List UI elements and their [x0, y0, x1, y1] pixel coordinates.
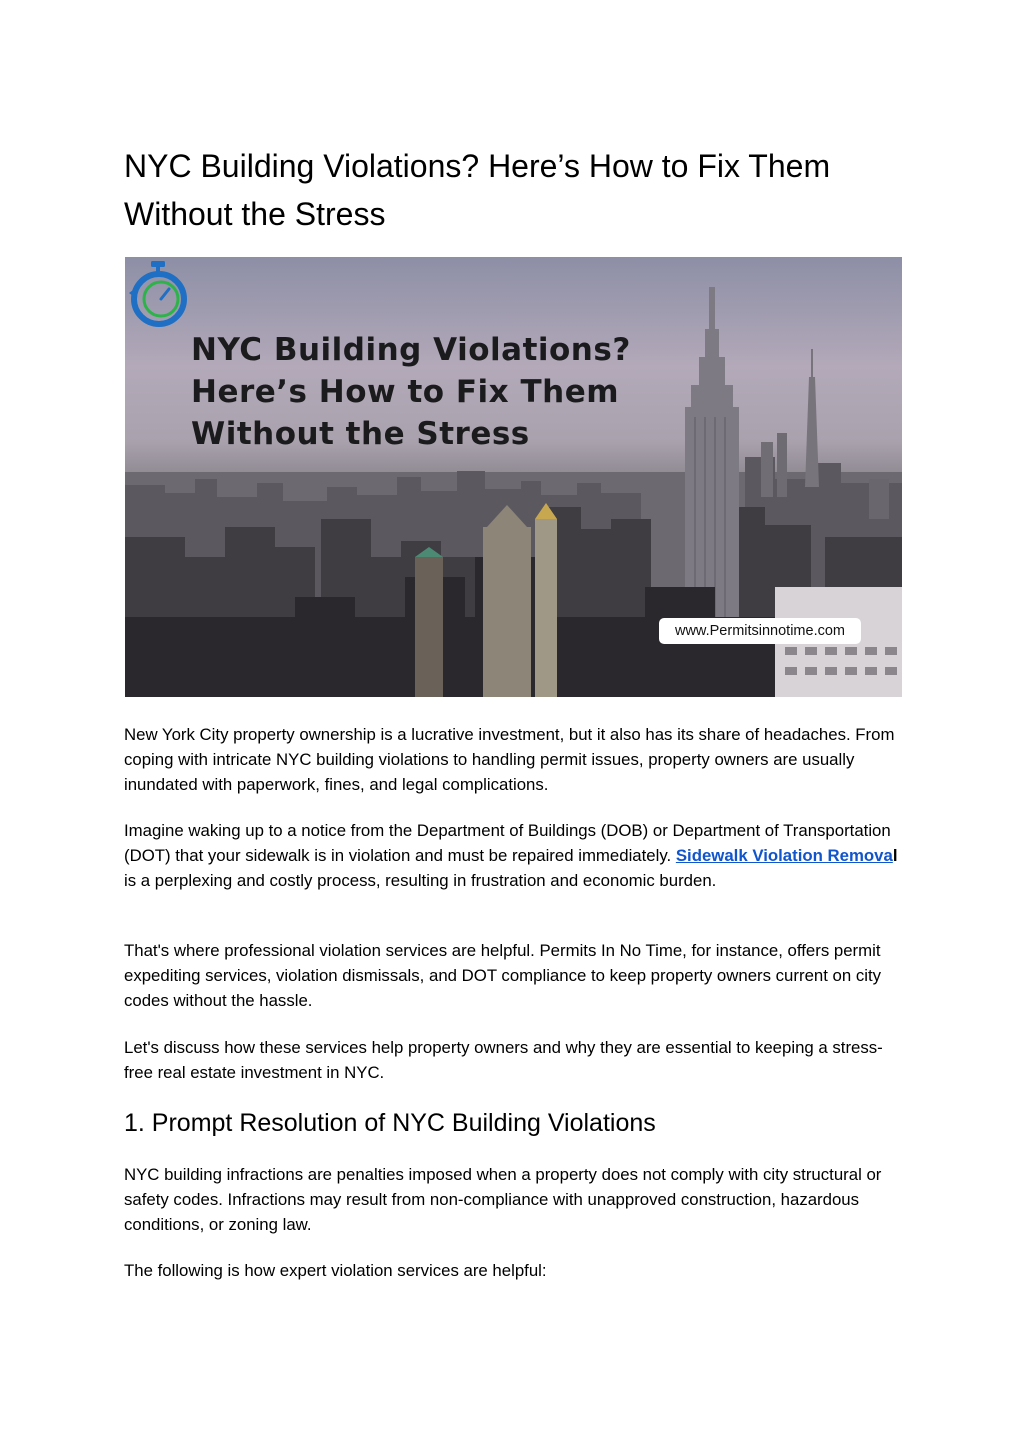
hero-title-line-1: NYC Building Violations? [191, 332, 631, 368]
paragraph-services: That's where professional violation services are helpful. Permits In No Time, for instance, offers permit expediting services, violation dismissals, and DOT compliance to keep property owners current on city codes without the hassle. [124, 941, 882, 1010]
hero-title-line-3: Without the Stress [191, 416, 530, 452]
link-tail-letter: l [892, 846, 898, 865]
paragraph-section1-body: NYC building infractions are penalties imposed when a property does not comply with city structural or safety codes. Infractions may result from non-compliance with unapproved construction, hazardous conditions, or zoning law. [124, 1165, 882, 1234]
paragraph-notice-text-end: is a perplexing and costly process, resulting in frustration and economic burden. [124, 871, 717, 890]
section-heading-1: 1. Prompt Resolution of NYC Building Violations [124, 1109, 656, 1137]
paragraph-intro: New York City property ownership is a lucrative investment, but it also has its share of headaches. From coping with intricate NYC building violations to handling permit issues, property owners are usually inundated with paperwork, fines, and legal complications. [124, 725, 895, 794]
paragraph-notice [124, 818, 904, 893]
document-title: NYC Building Violations? Here’s How to Fix Them Without the Stress [124, 148, 831, 232]
paragraph-notice-text: Imagine waking up to a notice from the Department of Buildings (DOB) or Department of Transportation (DOT) that your sidewalk is in violation and must be repaired immediately. [124, 821, 891, 865]
hero-image [125, 257, 902, 697]
hero-title [191, 329, 711, 455]
sidewalk-violation-removal-link[interactable]: Sidewalk Violation Remova [675, 846, 893, 865]
hero-title-line-2: Here’s How to Fix Them [191, 374, 620, 410]
stopwatch-icon [125, 259, 193, 331]
website-badge: www.Permitsinnotime.com [659, 618, 861, 644]
paragraph-section1-followup: The following is how expert violation services are helpful: [124, 1261, 547, 1280]
paragraph-discuss: Let's discuss how these services help property owners and why they are essential to keeping a stress-free real estate investment in NYC. [124, 1038, 883, 1082]
